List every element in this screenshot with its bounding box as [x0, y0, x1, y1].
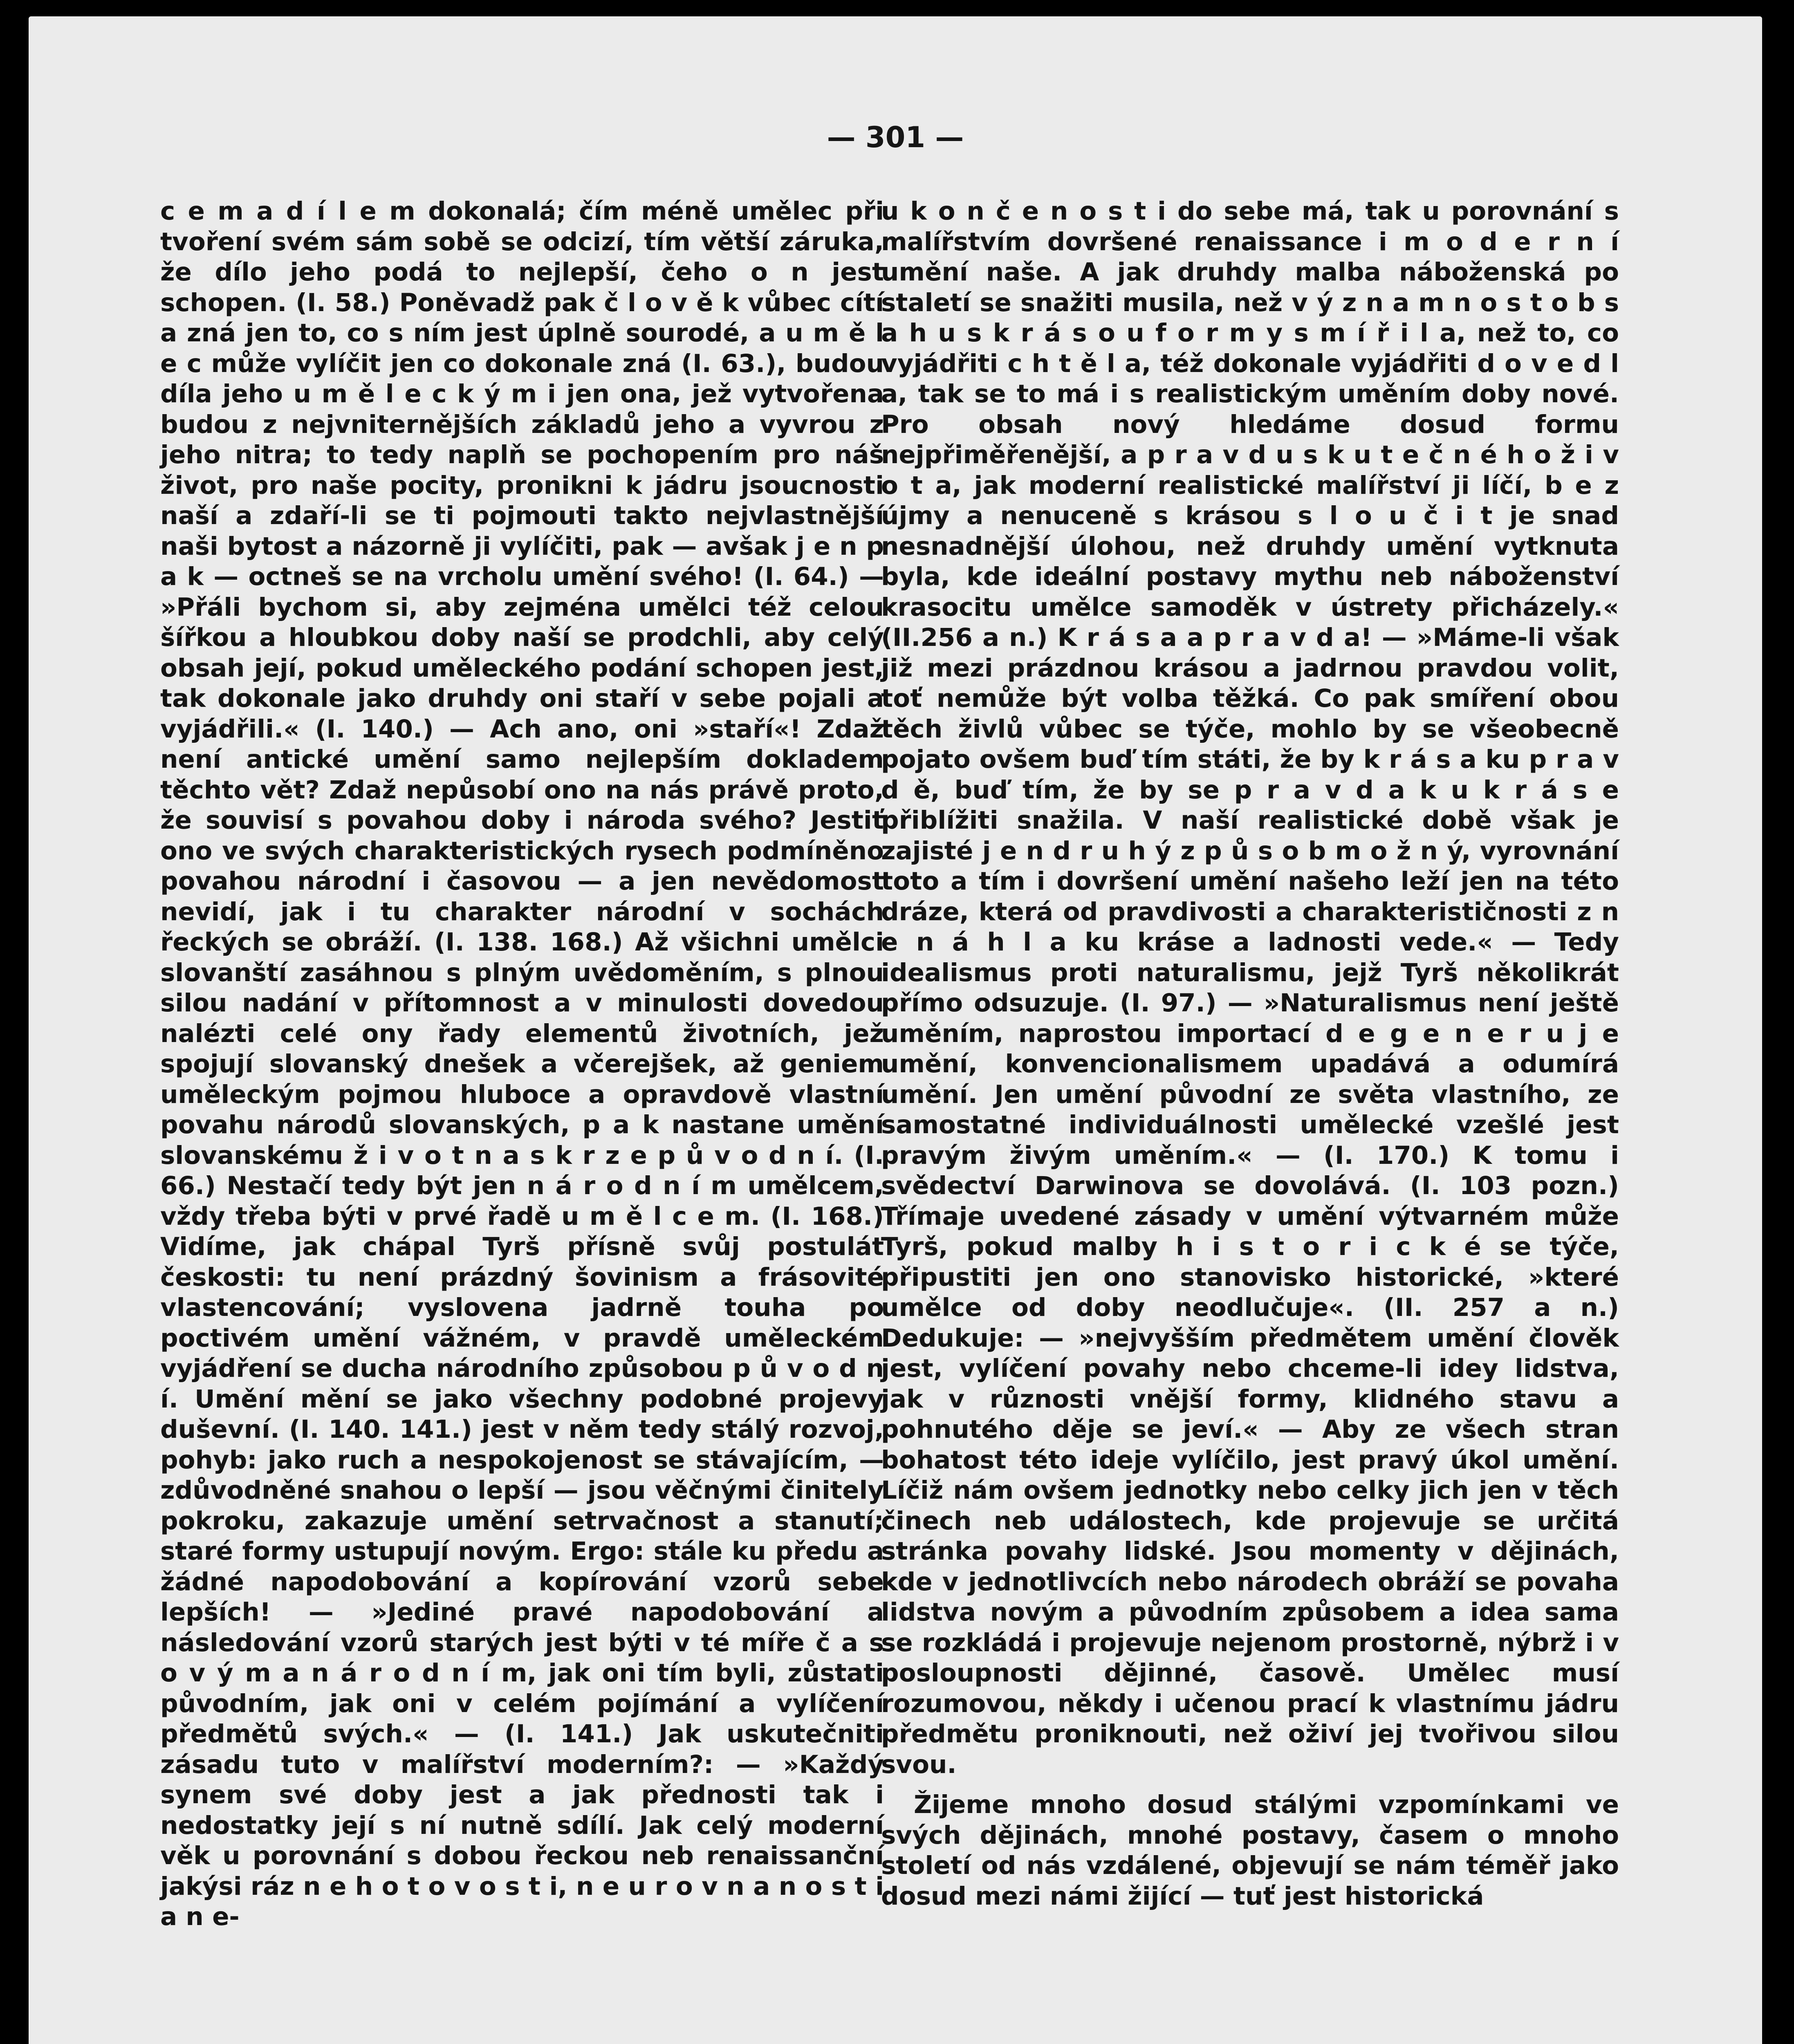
book-page: [29, 16, 1762, 2044]
paragraph: u k o n č e n o s t i do sebe má, tak u porovnání s malířstvím dovršené renaissance i m o d e r n í umění naše. A jak druhdy malba náboženská po staletí se snažiti musila, než v ý z n a m n o s t o b s a h u s k r á s o u f o r m y s m í ř i l a, než to, co vyjádřiti c h t ě l a, též dokonale vyjádřiti d o v e d l a, tak se to má i s realistickým uměním doby nové. Pro obsah nový hledáme dosud formu nejpřiměřenější, a p r a v d u s k u t e č n é h o ž i v o t a, jak moderní realistické malířství ji líčí, b e z újmy a nenuceně s krásou s l o u č i t je snad nesnadnější úlohou, než druhdy umění vytknuta byla, kde ideální postavy mythu neb náboženství krasocitu umělce samoděk v ústrety přicházely.« (II.256 a n.) K r á s a a p r a v d a! — »Máme-li však již mezi prázdnou krásou a jadrnou pravdou volit, toť nemůže být volba těžká. Co pak smíření obou těch živlů vůbec se týče, mohlo by se všeobecně pojato ovšem buď tím státi, že by k r á s a ku p r a v d ě, buď tím, že by se p r a v d a k u k r á s e přiblížiti snažila. V naší realistické době však je zajisté j e n d r u h ý z p ů s o b m o ž n ý, vyrovnání toto a tím i dovršení umění našeho leží jen na této dráze, která od pravdivosti a charakterističnosti z n e n á h l a ku kráse a ladnosti vede.« — Tedy idealismus proti naturalismu, jejž Tyrš několikrát přímo odsuzuje. (I. 97.) — »Naturalismus není ještě uměním, naprostou importací d e g e n e r u j e umění, konvencionalismem upadává a odumírá umění. Jen umění původní ze světa vlastního, ze samostatné individuálnosti umělecké vzešlé jest pravým živým uměním.« — (I. 170.) K tomu i svědectví Darwinova se dovolává. (I. 103 pozn.) Třímaje uvedené zásady v umění výtvarném může Tyrš, pokud malby h i s t o r i c k é se týče, připustiti jen ono stanovisko historické, »které umělce od doby neodlučuje«. (II. 257 a n.) Dedukuje: — »nejvyšším předmětem umění člověk jest, vylíčení povahy nebo chceme-li idey lidstva, jak v různosti vnější formy, klidného stavu a pohnutého děje se jeví.« — Aby ze všech stran bohatost této ideje vylíčilo, jest pravý úkol umění. Líčiž nám ovšem jednotky nebo celky jich jen v těch činech neb událostech, kde projevuje se určitá stránka povahy lidské. Jsou momenty v dějinách, kde v jednotlivcích nebo národech obráží se povaha lidstva novým a původním způsobem a idea sama se rozkládá i projevuje nejenom prostorně, nýbrž i v posloupnosti dějinné, časově. Umělec musí rozumovou, někdy i učenou prací k vlastnímu jádru předmětu proniknouti, než oživí jej tvořivou silou svou.: [881, 197, 1619, 1779]
left-column: [160, 196, 884, 1932]
paragraph: Žijeme mnoho dosud stálými vzpomínkami ve svých dějinách, mnohé postavy, časem o mnoho století od nás vzdálené, objevují se nám téměř jako dosud mezi námi žijící — tuť jest historická: [881, 1790, 1619, 1911]
page-number: — 301 —: [827, 121, 964, 154]
right-column: [881, 196, 1619, 1912]
paragraph: c e m a d í l e m dokonalá; čím méně umělec při tvoření svém sám sobě se odcizí, tím větší záruka, že dílo jeho podá to nejlepší, čeho o n jest schopen. (I. 58.) Poněvadž pak č l o v ě k vůbec cítí a zná jen to, co s ním jest úplně sourodé, a u m ě l e c může vylíčit jen co dokonale zná (I. 63.), budou díla jeho u m ě l e c k ý m i jen ona, jež vytvořena budou z nejvniternějších základů jeho a vyvrou z jeho nitra; to tedy naplň se pochopením pro náš život, pro naše pocity, pronikni k jádru jsoucnosti naší a zdaří-li se ti pojmouti takto nejvlastnější naši bytost a názorně ji vylíčiti, pak — avšak j e n p a k — octneš se na vrcholu umění svého! (I. 64.) — »Přáli bychom si, aby zejména umělci též celou šířkou a hloubkou doby naší se prodchli, aby celý obsah její, pokud uměleckého podání schopen jest, tak dokonale jako druhdy oni staří v sebe pojali a vyjádřili.« (I. 140.) — Ach ano, oni »staří«! Zdaž není antické umění samo nejlepším dokladem těchto vět? Zdaž nepůsobí ono na nás právě proto, že souvisí s povahou doby i národa svého? Jestiť ono ve svých charakteristických rysech podmíněno povahou národní i časovou — a jen nevědomost nevidí, jak i tu charakter národní v sochách řeckých se obráží. (I. 138. 168.) Až všichni umělci slovanští zasáhnou s plným uvědoměním, s plnou silou nadání v přítomnost a v minulosti dovedou nalézti celé ony řady elementů životních, jež spojují slovanský dnešek a včerejšek, až geniem uměleckým pojmou hluboce a opravdově vlastní povahu národů slovanských, p a k nastane umění slovanskému ž i v o t n a s k r z e p ů v o d n í. (I. 66.) Nestačí tedy být jen n á r o d n í m umělcem, vždy třeba býti v prvé řadě u m ě l c e m. (I. 168.) Vidíme, jak chápal Tyrš přísně svůj postulát českosti: tu není prázdný šovinism a frásovité vlastencování; vyslovena jadrně touha po poctivém umění vážném, v pravdě uměleckém vyjádření se ducha národního způsobou p ů v o d n í. Umění mění se jako všechny podobné projevy duševní. (I. 140. 141.) jest v něm tedy stálý rozvoj, pohyb: jako ruch a nespokojenost se stávajícím, — zdůvodněné snahou o lepší — jsou věčnými činitely pokroku, zakazuje umění setrvačnost a stanutí; staré formy ustupují novým. Ergo: stále ku předu a žádné napodobování a kopírování vzorů sebe lepších! — »Jediné pravé napodobování a následování vzorů starých jest býti v té míře č a s o v ý m a n á r o d n í m, jak oni tím byli, zůstati původním, jak oni v celém pojímání a vylíčení předmětů svých.« — (I. 141.) Jak uskutečniti zásadu tuto v malířství moderním?: — »Každý synem své doby jest a jak přednosti tak i nedostatky její s ní nutně sdílí. Jak celý moderní věk u porovnání s dobou řeckou neb renaissanční jakýsi ráz n e h o t o v o s t i, n e u r o v n a n o s t i a n e-: [160, 197, 884, 1931]
